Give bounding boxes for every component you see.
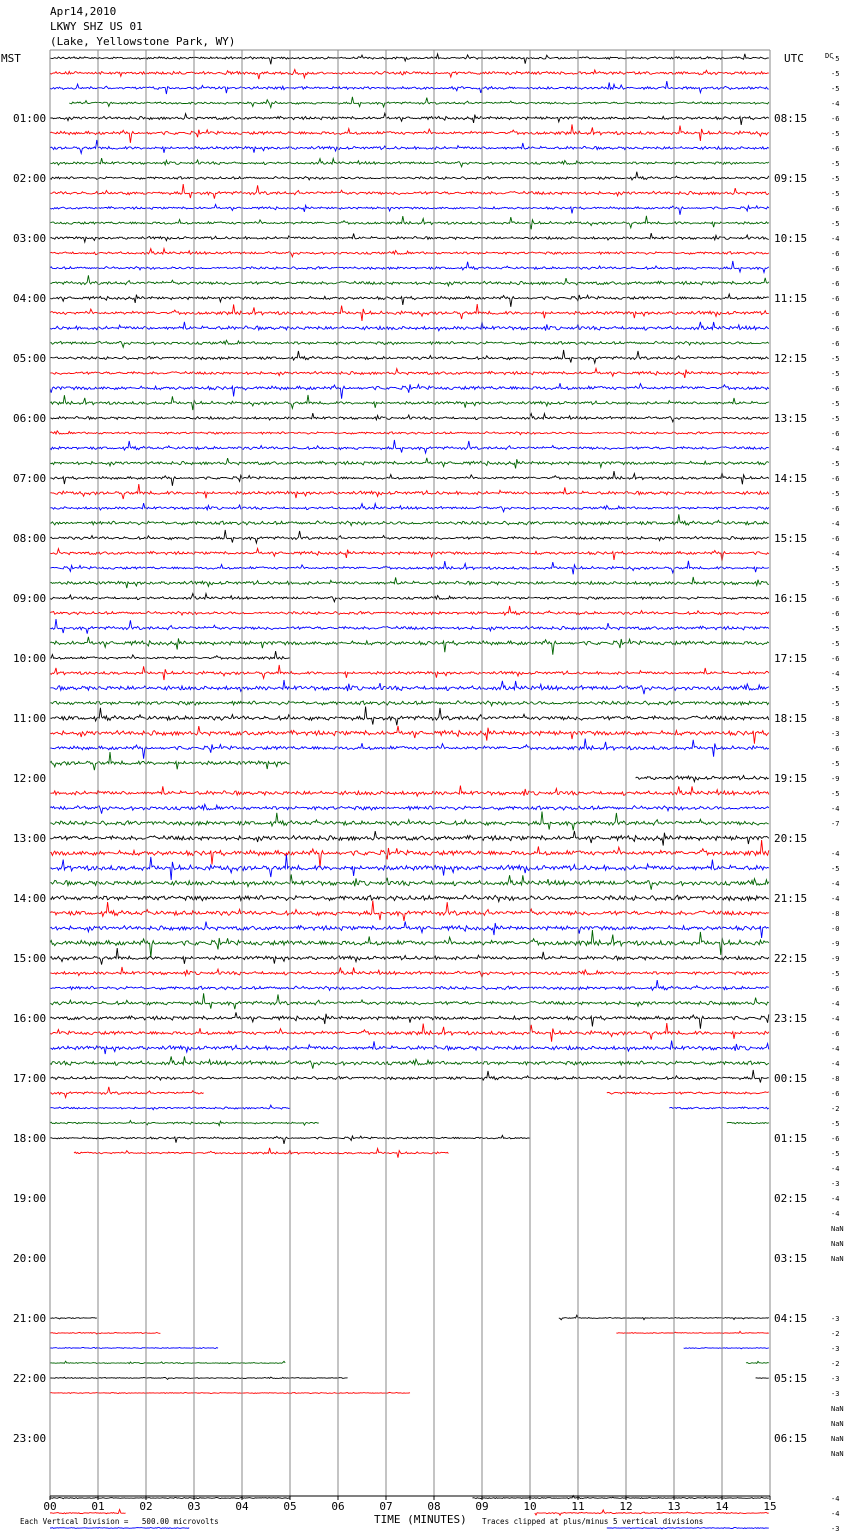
trace xyxy=(50,548,769,561)
mst-time-label: 04:00 xyxy=(13,292,47,305)
dc-offset-label: -6 xyxy=(831,655,840,663)
dc-offset-label: -4 xyxy=(831,235,840,243)
trace xyxy=(50,261,769,273)
dc-offset-label: -4 xyxy=(831,1495,840,1503)
dc-offset-label: -4 xyxy=(831,880,840,888)
dc-offset-label: -6 xyxy=(831,115,840,123)
dc-offset-label: -5 xyxy=(831,790,840,798)
dc-offset-label: -2 xyxy=(831,1360,840,1368)
trace xyxy=(50,458,769,469)
mst-time-label: 16:00 xyxy=(13,1012,47,1025)
trace xyxy=(50,1087,204,1098)
dc-offset-label: -3 xyxy=(831,1180,840,1188)
trace xyxy=(50,484,769,499)
dc-offset-label: NaN xyxy=(831,1420,844,1428)
trace xyxy=(746,1361,769,1363)
trace xyxy=(50,184,769,199)
trace xyxy=(50,948,769,965)
trace xyxy=(535,1510,769,1515)
dc-offset-label: -6 xyxy=(831,610,840,618)
mst-time-label: 23:00 xyxy=(13,1432,47,1445)
location-label: (Lake, Yellowstone Park, WY) xyxy=(50,35,236,48)
dc-offset-label: -3 xyxy=(831,730,840,738)
dc-offset-label: -6 xyxy=(831,430,840,438)
trace-layer xyxy=(50,54,769,1534)
trace xyxy=(50,172,769,180)
dc-offset-label: -6 xyxy=(831,1135,840,1143)
trace xyxy=(50,124,769,142)
mst-time-label: 03:00 xyxy=(13,232,47,245)
mst-axis-label: MST xyxy=(1,52,21,65)
dc-offset-label: NaN xyxy=(831,1240,844,1248)
trace xyxy=(50,70,769,80)
dc-offset-label: -5 xyxy=(831,685,840,693)
mst-time-label: 05:00 xyxy=(13,352,47,365)
trace xyxy=(50,1056,769,1068)
dc-offset-label: -6 xyxy=(831,340,840,348)
dc-offset-label: -5 xyxy=(831,970,840,978)
dc-offset-label: -2 xyxy=(831,1330,840,1338)
utc-time-label: 06:15 xyxy=(774,1432,808,1445)
mst-time-labels xyxy=(13,112,46,1445)
trace xyxy=(50,1121,319,1126)
trace xyxy=(50,383,769,399)
dc-offset-label: -4 xyxy=(831,895,840,903)
dc-offset-label: -5 xyxy=(831,415,840,423)
mst-time-label: 13:00 xyxy=(13,832,47,845)
dc-offset-label: -4 xyxy=(831,850,840,858)
trace xyxy=(50,901,769,921)
date-label: Apr14,2010 xyxy=(50,5,117,18)
utc-time-label: 10:15 xyxy=(774,232,808,245)
dc-offset-label: -7 xyxy=(831,820,840,828)
utc-time-label: 20:15 xyxy=(774,832,808,845)
x-tick-label: 10 xyxy=(523,1500,537,1513)
trace xyxy=(50,619,769,634)
dc-offset-label: -8 xyxy=(831,910,840,918)
x-tick-label: 12 xyxy=(619,1500,633,1513)
utc-time-label: 03:15 xyxy=(774,1252,808,1265)
trace xyxy=(50,561,769,575)
mst-time-label: 20:00 xyxy=(13,1252,47,1265)
trace xyxy=(50,967,769,978)
dc-offset-label: -4 xyxy=(831,1510,840,1518)
trace xyxy=(69,97,769,108)
dc-offset-label: -5 xyxy=(831,85,840,93)
trace xyxy=(50,1348,218,1349)
trace xyxy=(50,233,769,242)
dc-offset-label: -4 xyxy=(831,520,840,528)
dc-offset-labels xyxy=(831,55,844,1534)
trace xyxy=(50,1070,769,1083)
dc-offset-label: -5 xyxy=(831,580,840,588)
mst-time-label: 07:00 xyxy=(13,472,47,485)
x-tick-label: 04 xyxy=(235,1500,249,1513)
trace xyxy=(50,651,290,659)
trace xyxy=(636,776,769,782)
trace xyxy=(50,395,769,410)
trace xyxy=(50,294,769,307)
dc-offset-label: -5 xyxy=(831,460,840,468)
trace xyxy=(50,680,769,694)
dc-offset-label: -5 xyxy=(831,1120,840,1128)
dc-offset-label: -3 xyxy=(831,1390,840,1398)
utc-time-label: 15:15 xyxy=(774,532,808,545)
dc-offset-label: NaN xyxy=(831,1405,844,1413)
dc-offset-label: -3 xyxy=(831,1345,840,1353)
trace xyxy=(607,1092,769,1095)
dc-offset-label: -9 xyxy=(831,955,840,963)
trace xyxy=(50,854,769,880)
dc-offset-label: -6 xyxy=(831,385,840,393)
mst-time-label: 19:00 xyxy=(13,1192,47,1205)
utc-time-label: 08:15 xyxy=(774,112,808,125)
trace xyxy=(50,665,769,680)
mst-time-label: 10:00 xyxy=(13,652,47,665)
dc-offset-label: -4 xyxy=(831,1195,840,1203)
trace xyxy=(50,275,769,286)
x-tick-label: 14 xyxy=(715,1500,729,1513)
trace xyxy=(50,1528,189,1529)
trace xyxy=(50,113,769,125)
dc-offset-label: -4 xyxy=(831,445,840,453)
dc-offset-label: -4 xyxy=(831,1000,840,1008)
mst-time-label: 01:00 xyxy=(13,112,47,125)
dc-offset-label: -4 xyxy=(831,1015,840,1023)
station-label: LKWY SHZ US 01 xyxy=(50,20,143,33)
trace xyxy=(50,812,769,831)
trace xyxy=(50,701,769,706)
scale-note: Each Vertical Division = 500.00 microvolts xyxy=(20,1517,219,1526)
dc-offset-label: NaN xyxy=(831,1255,844,1263)
trace xyxy=(756,1378,769,1379)
dc-offset-label: -6 xyxy=(831,475,840,483)
dc-offset-label: -3 xyxy=(831,1525,840,1533)
dc-offset-label: -5 xyxy=(831,565,840,573)
trace xyxy=(50,1023,769,1042)
trace xyxy=(50,804,769,813)
dc-offset-label: -6 xyxy=(831,280,840,288)
dc-offset-label: -5 xyxy=(831,130,840,138)
dc-offset-label: -5 xyxy=(831,160,840,168)
x-axis-title: TIME (MINUTES) xyxy=(374,1513,467,1526)
dc-offset-label: NaN xyxy=(831,1435,844,1443)
dc-offset-label: -8 xyxy=(831,1075,840,1083)
utc-time-label: 14:15 xyxy=(774,472,808,485)
x-tick-label: 01 xyxy=(91,1500,105,1513)
trace xyxy=(50,1012,769,1028)
trace xyxy=(50,1377,348,1379)
dc-offset-label: -4 xyxy=(831,100,840,108)
trace xyxy=(616,1331,768,1333)
dc-offset-label: -9 xyxy=(831,940,840,948)
x-tick-label: 13 xyxy=(667,1500,681,1513)
dc-offset-label: -5 xyxy=(831,175,840,183)
dc-offset-label: -5 xyxy=(831,55,840,63)
trace xyxy=(50,158,769,167)
trace xyxy=(50,895,769,901)
x-tick-label: 08 xyxy=(427,1500,441,1513)
trace xyxy=(50,503,769,512)
utc-time-label: 18:15 xyxy=(774,712,808,725)
mst-time-label: 15:00 xyxy=(13,952,47,965)
dc-offset-label: -8 xyxy=(831,715,840,723)
dc-offset-label: -5 xyxy=(831,190,840,198)
mst-time-label: 02:00 xyxy=(13,172,47,185)
x-tick-label: 02 xyxy=(139,1500,153,1513)
trace xyxy=(50,1392,410,1393)
dc-offset-label: -3 xyxy=(831,1375,840,1383)
utc-time-label: 01:15 xyxy=(774,1132,808,1145)
dc-offset-label: -5 xyxy=(831,400,840,408)
trace xyxy=(50,993,769,1009)
dc-offset-label: -5 xyxy=(831,70,840,78)
dc-offset-label: -4 xyxy=(831,550,840,558)
trace xyxy=(50,739,769,759)
trace xyxy=(50,606,769,615)
trace xyxy=(559,1315,769,1320)
trace xyxy=(50,1041,769,1055)
dc-offset-label: -5 xyxy=(831,700,840,708)
trace xyxy=(50,204,769,214)
trace xyxy=(50,1498,290,1499)
trace xyxy=(50,752,290,770)
dc-offset-label: -4 xyxy=(831,670,840,678)
trace xyxy=(607,1528,769,1529)
x-tick-label: 03 xyxy=(187,1500,201,1513)
x-tick-label: 11 xyxy=(571,1500,585,1513)
dc-offset-label: -4 xyxy=(831,1210,840,1218)
trace xyxy=(50,340,769,347)
trace xyxy=(50,840,769,868)
utc-time-label: 17:15 xyxy=(774,652,808,665)
dc-offset-label: -5 xyxy=(831,760,840,768)
dc-offset-label: -6 xyxy=(831,325,840,333)
trace xyxy=(50,304,769,321)
trace xyxy=(50,413,769,422)
x-tick-label: 07 xyxy=(379,1500,393,1513)
utc-time-label: 02:15 xyxy=(774,1192,808,1205)
dc-offset-label: -5 xyxy=(831,220,840,228)
trace xyxy=(50,1332,160,1334)
utc-time-label: 11:15 xyxy=(774,292,808,305)
utc-time-label: 09:15 xyxy=(774,172,808,185)
trace xyxy=(50,1318,97,1319)
dc-offset-label: -4 xyxy=(831,805,840,813)
trace xyxy=(50,350,769,363)
dc-offset-label: -4 xyxy=(831,1045,840,1053)
mst-time-label: 12:00 xyxy=(13,772,47,785)
trace xyxy=(50,216,769,230)
dc-offset-label: -5 xyxy=(831,640,840,648)
dc-offset-label: -6 xyxy=(831,310,840,318)
dc-offset-label: -5 xyxy=(831,1150,840,1158)
mst-time-label: 17:00 xyxy=(13,1072,47,1085)
dc-offset-label: -3 xyxy=(831,1315,840,1323)
trace xyxy=(50,321,769,331)
dc-offset-label: -5 xyxy=(831,490,840,498)
dc-offset-label: NaN xyxy=(831,1225,844,1233)
trace xyxy=(669,1107,769,1109)
mst-time-label: 06:00 xyxy=(13,412,47,425)
trace xyxy=(50,930,769,958)
dc-offset-label: -6 xyxy=(831,265,840,273)
mst-time-label: 09:00 xyxy=(13,592,47,605)
trace xyxy=(50,81,769,94)
trace xyxy=(50,1361,285,1364)
dc-offset-label: -5 xyxy=(831,625,840,633)
dc-offset-label: -6 xyxy=(831,1090,840,1098)
dc-offset-label: NaN xyxy=(831,1450,844,1458)
dc-offset-label: -6 xyxy=(831,295,840,303)
mst-time-label: 18:00 xyxy=(13,1132,47,1145)
x-tick-label: 00 xyxy=(43,1500,57,1513)
dc-offset-label: -6 xyxy=(831,205,840,213)
dc-offset-label: -5 xyxy=(831,355,840,363)
dc-label: DC xyxy=(825,52,834,60)
trace xyxy=(50,874,769,889)
utc-time-label: 19:15 xyxy=(774,772,808,785)
utc-time-label: 12:15 xyxy=(774,352,808,365)
mst-time-label: 21:00 xyxy=(13,1312,47,1325)
trace xyxy=(50,530,769,543)
utc-time-label: 13:15 xyxy=(774,412,808,425)
x-tick-label: 15 xyxy=(763,1500,777,1513)
trace xyxy=(727,1122,769,1123)
x-tick-label: 05 xyxy=(283,1500,297,1513)
trace xyxy=(50,594,769,602)
trace xyxy=(50,1510,126,1514)
trace xyxy=(50,514,769,525)
utc-time-label: 00:15 xyxy=(774,1072,808,1085)
dc-offset-label: -5 xyxy=(831,370,840,378)
dc-offset-label: -6 xyxy=(831,250,840,258)
trace xyxy=(50,1105,290,1110)
utc-axis-label: UTC xyxy=(784,52,804,65)
dc-offset-label: -6 xyxy=(831,1030,840,1038)
trace xyxy=(50,140,769,154)
mst-time-label: 08:00 xyxy=(13,532,47,545)
trace xyxy=(50,577,769,588)
x-tick-label: 09 xyxy=(475,1500,489,1513)
trace xyxy=(50,707,769,726)
dc-offset-label: -9 xyxy=(831,775,840,783)
trace xyxy=(50,726,769,744)
trace xyxy=(50,249,769,257)
x-tick-label: 06 xyxy=(331,1500,345,1513)
mst-time-label: 22:00 xyxy=(13,1372,47,1385)
dc-offset-label: -0 xyxy=(831,925,840,933)
dc-offset-label: -6 xyxy=(831,595,840,603)
trace xyxy=(50,440,769,453)
utc-time-label: 05:15 xyxy=(774,1372,808,1385)
trace xyxy=(684,1348,769,1349)
trace xyxy=(50,368,769,378)
trace xyxy=(50,471,769,486)
dc-offset-label: -2 xyxy=(831,1105,840,1113)
trace xyxy=(50,831,769,846)
dc-offset-label: -6 xyxy=(831,145,840,153)
utc-time-label: 21:15 xyxy=(774,892,808,905)
trace xyxy=(50,980,769,990)
trace xyxy=(50,786,769,797)
mst-time-label: 11:00 xyxy=(13,712,47,725)
utc-time-label: 04:15 xyxy=(774,1312,808,1325)
utc-time-label: 23:15 xyxy=(774,1012,808,1025)
utc-time-label: 22:15 xyxy=(774,952,808,965)
utc-time-label: 16:15 xyxy=(774,592,808,605)
trace xyxy=(50,921,769,938)
dc-offset-label: -6 xyxy=(831,985,840,993)
dc-offset-label: -4 xyxy=(831,1060,840,1068)
minute-gridlines xyxy=(50,50,770,1496)
utc-time-labels xyxy=(774,112,807,1445)
trace xyxy=(50,637,769,655)
dc-offset-label: -6 xyxy=(831,745,840,753)
clip-note: Traces clipped at plus/minus 5 vertical divisions xyxy=(482,1517,704,1526)
dc-offset-label: -6 xyxy=(831,535,840,543)
dc-offset-label: -4 xyxy=(831,1165,840,1173)
trace xyxy=(50,54,769,65)
trace xyxy=(50,431,769,435)
dc-offset-label: -6 xyxy=(831,505,840,513)
dc-offset-label: -5 xyxy=(831,865,840,873)
trace xyxy=(74,1148,448,1158)
mst-time-label: 14:00 xyxy=(13,892,47,905)
